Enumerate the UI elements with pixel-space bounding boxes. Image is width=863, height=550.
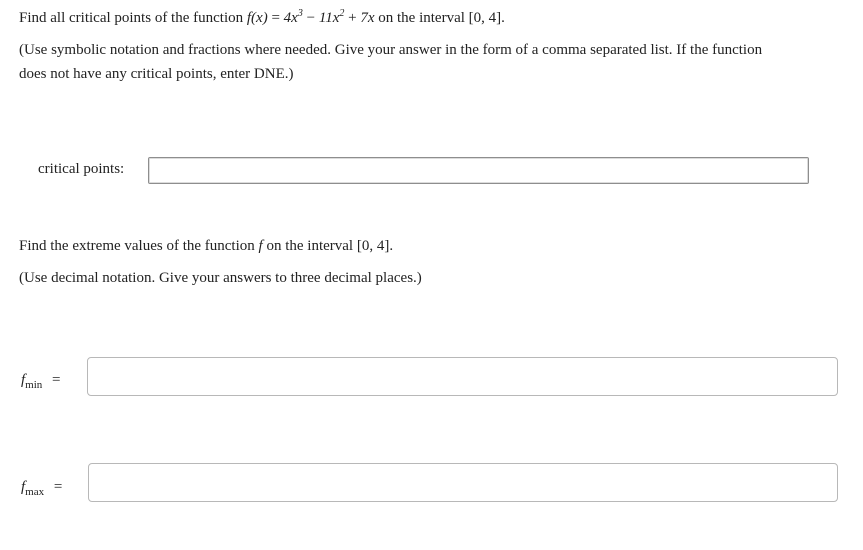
instructions-line-1: (Use symbolic notation and fractions where needed. Give your answer in the form of a comma separated list. If the function	[19, 42, 763, 58]
fmax-label: $f_{max}$ =	[21, 479, 63, 498]
interval-text: [0, 4].	[356, 238, 394, 254]
fmin-input[interactable]	[87, 357, 838, 396]
critical-points-input[interactable]	[148, 157, 809, 184]
question-extreme-values: Find the extreme values of the function f on the interval [0, 4].	[19, 238, 394, 254]
instructions-line-2: does not have any critical points, enter DNE.)	[19, 66, 294, 82]
fmin-label: $f_{min}$ =	[21, 372, 61, 391]
function-notation: f(x)	[246, 10, 268, 26]
fmax-input[interactable]	[88, 463, 838, 502]
function-name: f	[258, 238, 263, 254]
critical-points-label: critical points:	[38, 161, 125, 177]
interval-text: [0, 4].	[468, 10, 505, 26]
question-critical-points: Find all critical points of the function $f(x) = 4x^3 - 11x^2 + 7x$ on the interval [0, 4].	[19, 8, 505, 26]
decimal-instructions: (Use decimal notation. Give your answers to three decimal places.)	[19, 270, 422, 286]
